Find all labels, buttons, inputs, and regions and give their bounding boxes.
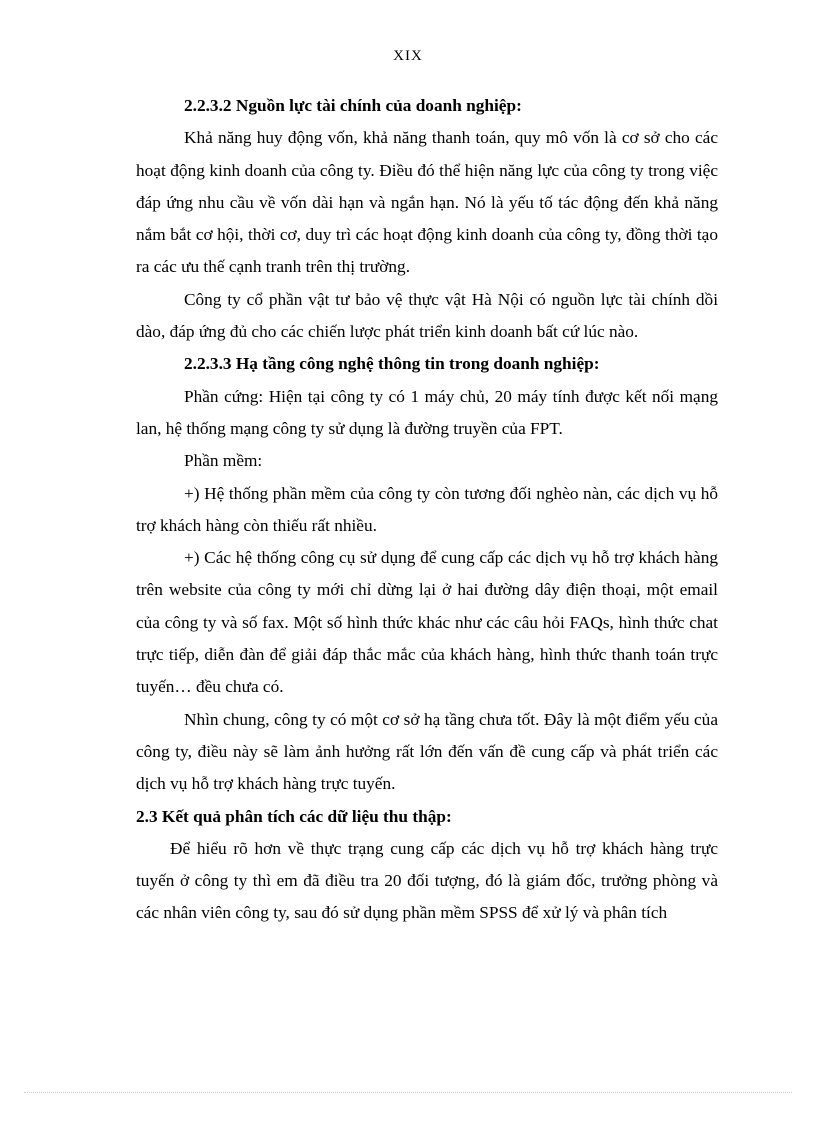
- section-heading-2-3: 2.3 Kết quả phân tích các dữ liệu thu thập:: [136, 806, 452, 826]
- paragraph-hardware: Phần cứng: Hiện tại công ty có 1 máy chủ, 20 máy tính được kết nối mạng lan, hệ thống mạng công ty sử dụng là đường truyền của FPT.: [136, 386, 718, 438]
- paragraph-company-finance: Công ty cổ phần vật tư bảo vệ thực vật Hà Nội có nguồn lực tài chính dồi dào, đáp ứng đủ cho các chiến lược phát triển kinh doanh bất cứ lúc nào.: [136, 289, 718, 342]
- page-bottom-divider: [24, 1092, 792, 1093]
- page-number: XIX: [393, 48, 423, 64]
- section-heading-2-2-3-3: 2.2.3.3 Hạ tầng công nghệ thông tin trong doanh nghiệp:: [184, 354, 600, 374]
- paragraph-infrastructure-summary: Nhìn chung, công ty có một cơ sở hạ tầng chưa tốt. Đây là một điểm yếu của công ty, điều này sẽ làm ảnh hưởng rất lớn đến vấn đề cung cấp và phát triển các dịch vụ hỗ trợ khách hàng trực tuyến.: [136, 709, 718, 794]
- paragraph-financial-capacity: Khả năng huy động vốn, khả năng thanh toán, quy mô vốn là cơ sở cho các hoạt động kinh doanh của công ty. Điều đó thể hiện năng lực của công ty trong việc đáp ứng nhu cầu về vốn dài hạn và ngắn hạn. Nó là yếu tố tác động đến khả năng nắm bắt cơ hội, thời cơ, duy trì các hoạt động kinh doanh của công ty, đồng thời tạo ra các ưu thế cạnh tranh trên thị trường.: [136, 128, 718, 277]
- software-label: Phần mềm:: [184, 451, 263, 471]
- paragraph-survey-intro: Để hiểu rõ hơn về thực trạng cung cấp các dịch vụ hỗ trợ khách hàng trực tuyến ở công ty thì em đã điều tra 20 đối tượng, đó là giám đốc, trưởng phòng và các nhân viên công ty, sau đó sử dụng phần mềm SPSS để xử lý và phân tích: [136, 838, 718, 923]
- section-heading-2-2-3-2: 2.2.3.2 Nguồn lực tài chính của doanh nghiệp:: [184, 96, 522, 115]
- paragraph-software-item-1: +) Hệ thống phần mềm của công ty còn tương đối nghèo nàn, các dịch vụ hỗ trợ khách hàng còn thiếu rất nhiều.: [136, 483, 718, 535]
- document-body: [136, 90, 718, 930]
- paragraph-software-item-2: +) Các hệ thống công cụ sử dụng để cung cấp các dịch vụ hỗ trợ khách hàng trên website của công ty mới chỉ dừng lại ở hai đường dây điện thoại, một email của công ty và số fax. Một số hình thức khác như các câu hỏi FAQs, hình thức chat trực tiếp, diễn đàn để giải đáp thắc mắc của khách hàng, hình thức thanh toán trực tuyến… đều chưa có.: [136, 548, 718, 697]
